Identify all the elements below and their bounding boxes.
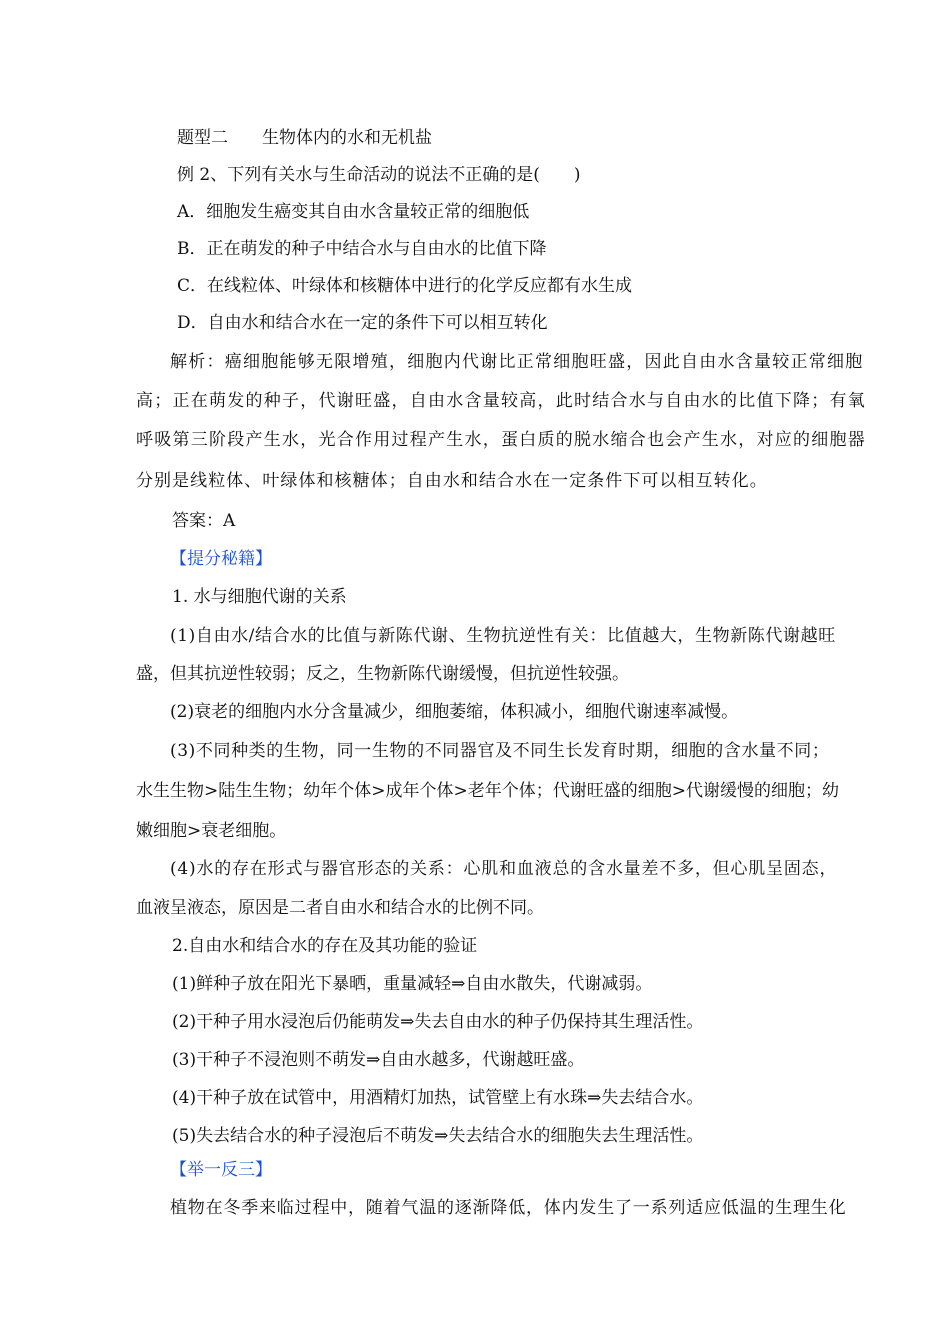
point1-line: 嫩细胞>衰老细胞。 <box>136 821 287 841</box>
point1-line: (4)水的存在形式与器官形态的关系：心肌和血液总的含水量差不多，但心肌呈固态， <box>170 859 838 879</box>
point2-title: 2.自由水和结合水的存在及其功能的验证 <box>172 936 478 956</box>
analysis-line: 分别是线粒体、叶绿体和核糖体；自由水和结合水在一定条件下可以相互转化。 <box>136 471 768 491</box>
option-c: C．在线粒体、叶绿体和核糖体中进行的化学反应都有水生成 <box>177 276 633 296</box>
point2-line: (2)干种子用水浸泡后仍能萌发⇒失去自由水的种子仍保持其生理活性。 <box>172 1012 704 1032</box>
point1-line: (3)不同种类的生物，同一生物的不同器官及不同生长发育时期，细胞的含水量不同； <box>170 741 830 761</box>
point2-line: (5)失去结合水的种子浸泡后不萌发⇒失去结合水的细胞失去生理活性。 <box>172 1126 704 1146</box>
point1-line: 盛，但其抗逆性较弱；反之，生物新陈代谢缓慢，但抗逆性较强。 <box>136 664 629 684</box>
option-b: B．正在萌发的种子中结合水与自由水的比值下降 <box>177 239 547 259</box>
option-d: D．自由水和结合水在一定的条件下可以相互转化 <box>177 313 548 333</box>
point2-line: (4)干种子放在试管中，用酒精灯加热，试管壁上有水珠⇒失去结合水。 <box>172 1088 704 1108</box>
analysis-line: 解析：癌细胞能够无限增殖，细胞内代谢比正常细胞旺盛，因此自由水含量较正常细胞 <box>170 352 864 372</box>
point1-line: (2)衰老的细胞内水分含量减少，细胞萎缩，体积减小，细胞代谢速率减慢。 <box>170 702 739 722</box>
analysis-line: 高；正在萌发的种子，代谢旺盛，自由水含量较高，此时结合水与自由水的比值下降；有氧 <box>136 391 866 411</box>
point1-line: 水生生物>陆生生物；幼年个体>成年个体>老年个体；代谢旺盛的细胞>代谢缓慢的细胞；幼 <box>136 781 839 801</box>
point2-line: (3)干种子不浸泡则不萌发⇒自由水越多，代谢越旺盛。 <box>172 1050 585 1070</box>
answer: 答案：A <box>172 511 236 531</box>
example-question: 例 2、下列有关水与生命活动的说法不正确的是( ) <box>177 165 581 185</box>
analysis-line: 呼吸第三阶段产生水，光合作用过程产生水，蛋白质的脱水缩合也会产生水，对应的细胞器 <box>136 430 866 450</box>
practice-line: 植物在冬季来临过程中，随着气温的逐渐降低，体内发生了一系列适应低温的生理生化 <box>170 1198 847 1218</box>
practice-header: 【举一反三】 <box>170 1160 272 1180</box>
point1-title: 1. 水与细胞代谢的关系 <box>172 587 347 607</box>
point1-line: 血液呈液态，原因是二者自由水和结合水的比例不同。 <box>136 898 544 918</box>
point1-line: (1)自由水/结合水的比值与新陈代谢、生物抗逆性有关：比值越大，生物新陈代谢越旺 <box>170 626 836 646</box>
section-title: 题型二 生物体内的水和无机盐 <box>177 128 432 148</box>
tips-header: 【提分秘籍】 <box>170 549 272 569</box>
option-a: A．细胞发生癌变其自由水含量较正常的细胞低 <box>177 202 530 222</box>
point2-line: (1)鲜种子放在阳光下暴晒，重量减轻⇒自由水散失，代谢减弱。 <box>172 974 653 994</box>
